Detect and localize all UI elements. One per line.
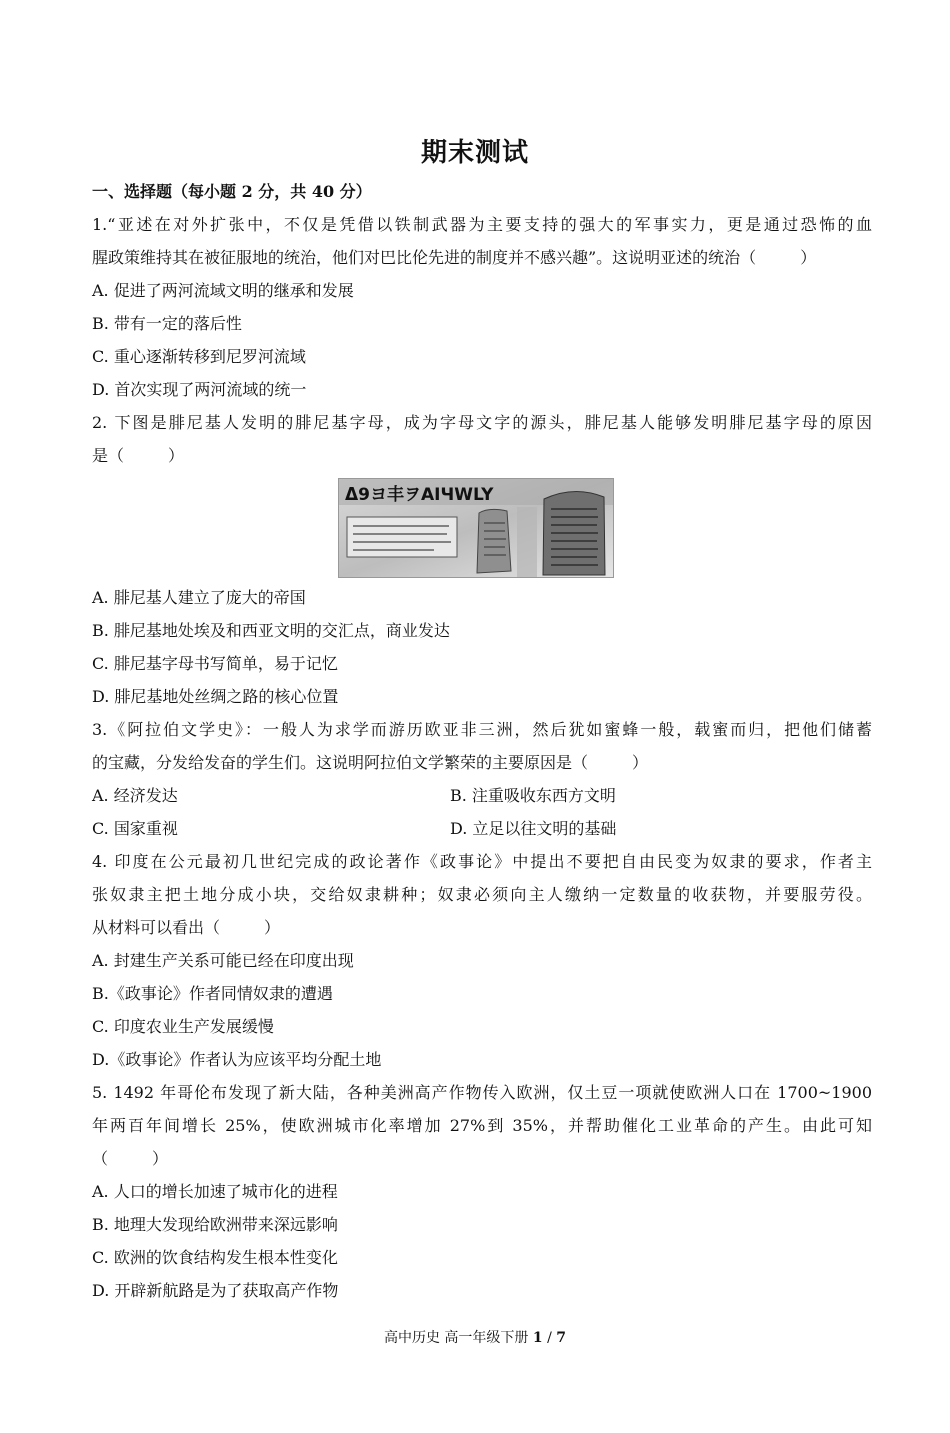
q1-option-a: A. 促进了两河流域文明的继承和发展 [92,281,354,300]
q2-stem-line2: 是（ ） [92,446,185,465]
phoenician-alphabet-image [338,478,614,578]
q4-option-a: A. 封建生产关系可能已经在印度出现 [92,951,354,970]
q2-option-c: C. 腓尼基字母书写简单，易于记忆 [92,654,338,673]
q1-stem-line2: 腥政策维持其在被征服地的统治，他们对巴比伦先进的制度并不感兴趣”。这说明亚述的统治（ ） [92,248,817,267]
footer-subject: 高中历史 高一年级下册 [383,1330,529,1346]
q4-stem-line2: 张奴隶主把土地分成小块，交给奴隶耕种；奴隶必须向主人缴纳一定数量的收获物，并要服劳役。 [92,885,872,904]
q1-option-c: C. 重心逐渐转移到尼罗河流域 [92,347,306,366]
q3-option-d: D. 立足以往文明的基础 [450,819,617,838]
q2-stem-line1: 2. 下图是腓尼基人发明的腓尼基字母，成为字母文字的源头，腓尼基人能够发明腓尼基字母的原因 [92,413,872,432]
q3-option-c: C. 国家重视 [92,819,178,838]
footer-separator: / [547,1330,552,1346]
footer-page-number: 1 [532,1330,543,1346]
alphabet-glyph-row: ᐃ9ヨ丰ヲAIЧWLY [345,485,494,505]
q1-stem-line1: 1.“亚述在对外扩张中，不仅是凭借以铁制武器为主要支持的强大的军事实力，更是通过恐怖的血 [92,215,872,234]
q3-option-a: A. 经济发达 [92,786,178,805]
q2-option-a: A. 腓尼基人建立了庞大的帝国 [92,588,306,607]
q5-stem-line1: 5. 1492 年哥伦布发现了新大陆，各种美洲高产作物传入欧洲，仅土豆一项就使欧洲人口在 1700~1900 [92,1083,872,1102]
q5-stem-line3: （ ） [92,1149,169,1168]
q5-option-b: B. 地理大发现给欧洲带来深远影响 [92,1215,338,1234]
q4-option-d: D.《政事论》作者认为应该平均分配土地 [92,1050,382,1069]
q4-stem-line1: 4. 印度在公元最初几世纪完成的政论著作《政事论》中提出不要把自由民变为奴隶的要求，作者主 [92,852,872,871]
section-heading: 一、选择题（每小题 2 分，共 40 分） [92,182,372,201]
phoenician-alphabet-illustration [339,479,613,577]
q3-option-b: B. 注重吸收东西方文明 [450,786,616,805]
q2-option-b: B. 腓尼基地处埃及和西亚文明的交汇点，商业发达 [92,621,450,640]
q4-option-b: B.《政事论》作者同情奴隶的遭遇 [92,984,333,1003]
q5-option-d: D. 开辟新航路是为了获取高产作物 [92,1281,339,1300]
q5-stem-line2: 年两百年间增长 25%，使欧洲城市化率增加 27%到 35%，并帮助催化工业革命的产生。由此可知 [92,1116,872,1135]
q3-stem-line1: 3.《阿拉伯文学史》：一般人为求学而游历欧亚非三洲，然后犹如蜜蜂一般，载蜜而归，把他们储蓄 [92,720,872,739]
page-footer [0,1327,950,1347]
q4-option-c: C. 印度农业生产发展缓慢 [92,1017,274,1036]
q2-option-d: D. 腓尼基地处丝绸之路的核心位置 [92,687,339,706]
q1-option-d: D. 首次实现了两河流域的统一 [92,380,307,399]
q1-option-b: B. 带有一定的落后性 [92,314,242,333]
q5-option-c: C. 欧洲的饮食结构发生根本性变化 [92,1248,338,1267]
q5-option-a: A. 人口的增长加速了城市化的进程 [92,1182,338,1201]
q3-stem-line2: 的宝藏，分发给发奋的学生们。这说明阿拉伯文学繁荣的主要原因是（ ） [92,753,649,772]
page-title: 期末测试 [420,138,529,168]
footer-page-total: 7 [556,1330,567,1346]
q4-stem-line3: 从材料可以看出（ ） [92,918,281,937]
